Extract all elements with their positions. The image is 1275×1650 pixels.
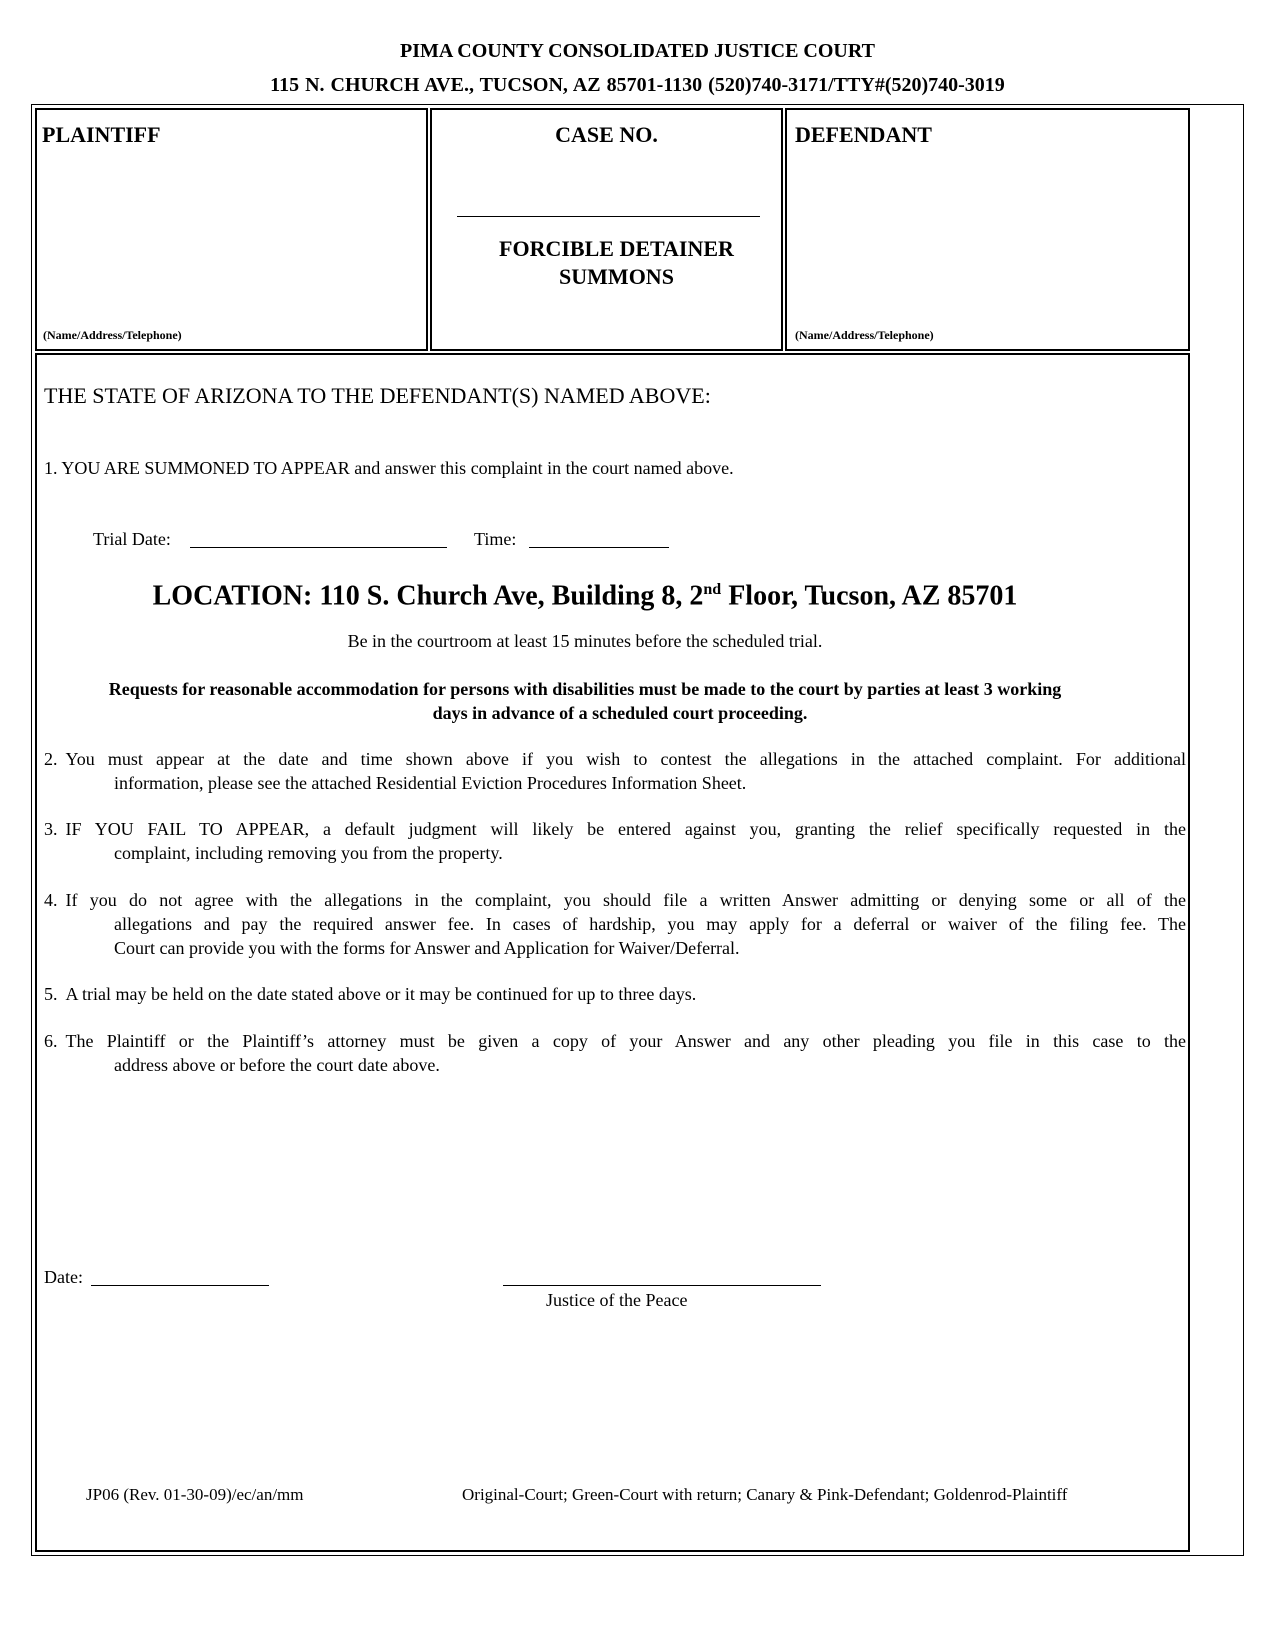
date-line [91, 1285, 269, 1286]
item-3-line-2: complaint, including removing you from the property. [114, 843, 503, 863]
plaintiff-sub-label: (Name/Address/Telephone) [43, 328, 182, 342]
item-6-line-1: The Plaintiff or the Plaintiff’s attorney must be given a copy of your Answer and any other pleading you file in this case to the [65, 1031, 1186, 1051]
trial-date-line [190, 547, 447, 548]
location-text-end: Floor, Tucson, AZ 85701 [721, 580, 1018, 612]
signature-label: Justice of the Peace [546, 1290, 688, 1310]
state-of-arizona-line: THE STATE OF ARIZONA TO THE DEFENDANT(S) NAMED ABOVE: [44, 383, 711, 408]
date-label: Date: [44, 1267, 83, 1287]
trial-time-line [529, 547, 669, 548]
item-2-line-2: information, please see the attached Residential Eviction Procedures Information Sheet. [114, 773, 747, 793]
item-3 [44, 817, 1186, 865]
item-3-number: 3. [44, 819, 58, 839]
item-3-line-1: IF YOU FAIL TO APPEAR, a default judgment will likely be entered against you, granting the relief specifically requested in the [65, 819, 1186, 839]
item-6 [44, 1029, 1186, 1077]
location-ordinal: nd [703, 581, 722, 598]
item-5-line-1: A trial may be held on the date stated above or it may be continued for up to three days. [65, 984, 697, 1004]
item-6-number: 6. [44, 1031, 58, 1051]
item-2-line-1: You must appear at the date and time shown above if you wish to contest the allegations in the attached complaint. For additional [65, 749, 1186, 769]
trial-time-label: Time: [474, 529, 517, 549]
form-title-line2: SUMMONS [559, 264, 674, 289]
case-number-line [457, 216, 760, 217]
form-title-line1: FORCIBLE DETAINER [499, 236, 734, 261]
court-name: PIMA COUNTY CONSOLIDATED JUSTICE COURT [400, 40, 875, 62]
item-4-number: 4. [44, 890, 58, 910]
courtroom-note: Be in the courtroom at least 15 minutes before the scheduled trial. [347, 631, 823, 651]
accommodation-line-1: Requests for reasonable accommodation for persons with disabilities must be made to the court by parties at least 3 working [108, 679, 1062, 699]
signature-line [503, 1285, 821, 1286]
plaintiff-label: PLAINTIFF [42, 122, 161, 147]
plaintiff-box [35, 108, 428, 351]
case-number-box [430, 108, 783, 351]
item-5-number: 5. [44, 984, 58, 1004]
trial-date-label: Trial Date: [93, 529, 171, 549]
item-4-line-2: allegations and pay the required answer fee. In cases of hardship, you may apply for a deferral or waiver of the filing fee. The [114, 914, 1186, 934]
item-6-line-2: address above or before the court date above. [114, 1055, 440, 1075]
item-4 [44, 888, 1186, 960]
copy-distribution: Original-Court; Green-Court with return; Canary & Pink-Defendant; Goldenrod-Plaintiff [462, 1485, 1068, 1504]
item-4-line-3: Court can provide you with the forms for Answer and Application for Waiver/Deferral. [114, 938, 740, 958]
item-5 [44, 982, 1186, 1006]
court-address: 115 N. CHURCH AVE., TUCSON, AZ 85701-1130 (520)740-3171/TTY#(520)740-3019 [270, 74, 1005, 96]
item-4-line-1: If you do not agree with the allegations in the complaint, you should file a written Answer admitting or denying some or all of the [65, 890, 1186, 910]
defendant-sub-label: (Name/Address/Telephone) [795, 328, 934, 342]
item-2-number: 2. [44, 749, 58, 769]
defendant-label: DEFENDANT [795, 122, 932, 147]
accommodation-line-2: days in advance of a scheduled court proceeding. [432, 703, 808, 723]
location-line [0, 570, 1170, 616]
defendant-box [785, 108, 1190, 351]
item-1-summoned: 1. YOU ARE SUMMONED TO APPEAR and answer this complaint in the court named above. [44, 458, 734, 478]
case-number-label: CASE NO. [555, 122, 658, 147]
form-revision-id: JP06 (Rev. 01-30-09)/ec/an/mm [86, 1485, 304, 1504]
item-2 [44, 747, 1186, 795]
location-text-start: LOCATION: 110 S. Church Ave, Building 8, 2 [152, 580, 704, 612]
